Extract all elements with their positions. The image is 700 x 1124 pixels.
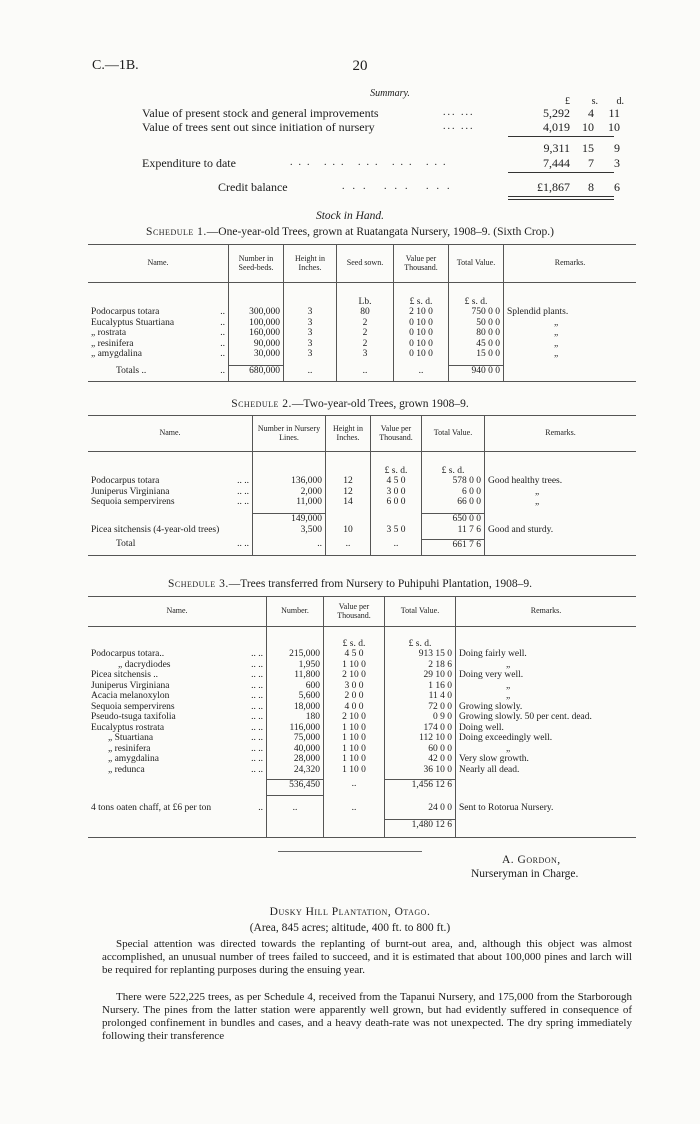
totals-row: Total .. .. .. .. .. 661 7 6	[88, 539, 636, 555]
schedule3-caption: Schedule 3.—Trees transferred from Nursery to Puhipuhi Plantation, 1908–9.	[167, 578, 533, 590]
signature-name: A. Gordon,	[502, 854, 561, 866]
col-header: Name.	[88, 416, 253, 452]
table-row: „ resinifera .. .. 40,000 1 10 0 60 0 0 „	[88, 744, 636, 755]
summary-amount: 5,292 4 11	[543, 106, 620, 120]
divider	[278, 851, 422, 852]
unit-label: Lb.	[337, 297, 394, 308]
table-row: „ rostrata .. 160,000 3 2 0 10 0 80 0 0 „	[88, 328, 636, 339]
summary-leader: ... ...	[443, 107, 475, 118]
summary-leader: ... ...	[443, 121, 475, 132]
unit-label: £ s. d.	[449, 297, 504, 308]
col-header: Number.	[267, 597, 324, 627]
col-header: Remarks.	[504, 245, 637, 283]
unit-label: £ s. d.	[324, 639, 385, 650]
summary-amount: 4,019 10 10	[543, 120, 620, 134]
table-row: 4 tons oaten chaff, at £6 per ton .. .. .. 24 0 0 Sent to Rotorua Nursery.	[88, 803, 636, 814]
paragraph: Special attention was directed towards the replanting of burnt-out area, and, although this object was almost accomplished, an unusual number of trees failed to succeed, and it is estimated that about 100,000 pines and larch will be required for replanting purposes during the ensuing year.	[102, 938, 632, 976]
col-header: Value per Thousand.	[394, 245, 449, 283]
table-row: „ redunca .. .. 24,320 1 10 0 36 10 0 Nearly all dead.	[88, 765, 636, 776]
table-row: Pseudo-tsuga taxifolia .. .. 180 2 10 0 0 9 0 Growing slowly. 50 per cent. dead.	[88, 712, 636, 723]
col-header: Value per Thousand.	[324, 597, 385, 627]
unit-label: £ s. d.	[371, 466, 422, 477]
col-header: Value per Thousand.	[371, 416, 422, 452]
section-subtitle: (Area, 845 acres; altitude, 400 ft. to 800 ft.)	[249, 922, 451, 934]
summary-label: Credit balance	[218, 180, 288, 194]
table-row: „ amygdalina .. 30,000 3 3 0 10 0 15 0 0 „	[88, 349, 636, 360]
summary-label: Value of trees sent out since initiation of nursery	[142, 120, 375, 134]
table-row: Sequoia sempervirens .. .. 18,000 4 0 0 72 0 0 Growing slowly.	[88, 702, 636, 713]
col-header: Name.	[88, 245, 229, 283]
grand-total-row: 1,480 12 6	[88, 820, 636, 838]
table-row: Acacia melanoxylon .. .. 5,600 2 0 0 11 4 0 „	[88, 691, 636, 702]
table-row: Podocarpus totara .. 300,000 3 80 2 10 0 750 0 0 Splendid plants.	[88, 307, 636, 318]
table-row: Picea sitchensis (4-year-old trees) 3,500 10 3 5 0 11 7 6 Good and sturdy.	[88, 525, 636, 536]
table-row: „ amygdalina .. .. 28,000 1 10 0 42 0 0 Very slow growth.	[88, 754, 636, 765]
summary-title: Summary.	[370, 88, 410, 99]
table-row: Podocarpus totara.. .. .. 215,000 4 5 0 913 15 0 Doing fairly well.	[88, 649, 636, 660]
summary-leader: ... ... ... ... ...	[290, 157, 452, 168]
summary-label: Value of present stock and general improvements	[142, 106, 379, 120]
section-title: Dusky Hill Plantation, Otago.	[269, 906, 431, 918]
summary-label: Expenditure to date	[142, 156, 236, 170]
col-header: Height in Inches.	[284, 245, 337, 283]
schedule1-caption: Schedule 1.—One-year-old Trees, grown at Ruatangata Nursery, 1908–9. (Sixth Crop.)	[146, 226, 554, 238]
col-header: Number in Seed-beds.	[229, 245, 284, 283]
table-row: „ Stuartiana .. .. 75,000 1 10 0 112 10 0 Doing exceedingly well.	[88, 733, 636, 744]
summary-amount: 7,444 7 3	[543, 156, 620, 170]
subtotal-row: 149,000 650 0 0	[88, 514, 636, 525]
stock-in-hand-heading: Stock in Hand.	[315, 210, 385, 222]
summary-leader: ... ... ...	[342, 181, 458, 192]
table-row: Picea sitchensis .. .. .. 11,800 2 10 0 29 10 0 Doing very well.	[88, 670, 636, 681]
summary-amount: 9,311 15 9	[543, 141, 620, 155]
document-reference: C.—1B.	[92, 58, 139, 73]
table-row: Eucalyptus rostrata .. .. 116,000 1 10 0 174 0 0 Doing well.	[88, 723, 636, 734]
summary-rule	[508, 199, 614, 200]
totals-row: Totals .. .. 680,000 .. .. .. 940 0 0	[88, 366, 636, 382]
summary-rule	[508, 136, 614, 137]
table-row: „ dacrydiodes .. .. 1,950 1 10 0 2 18 6 „	[88, 660, 636, 671]
col-header: Total Value.	[449, 245, 504, 283]
signature-title: Nurseryman in Charge.	[471, 868, 579, 880]
table-row: Podocarpus totara .. .. 136,000 12 4 5 0 578 0 0 Good healthy trees.	[88, 476, 636, 487]
table-row: „ resinifera .. 90,000 3 2 0 10 0 45 0 0 „	[88, 339, 636, 350]
summary-currency-header: £ s. d.	[565, 96, 624, 107]
schedule3-table	[88, 596, 636, 838]
table-row: Juniperus Virginiana .. .. 2,000 12 3 0 0 6 0 0 „	[88, 487, 636, 498]
unit-label: £ s. d.	[385, 639, 456, 650]
paragraph: There were 522,225 trees, as per Schedule 4, received from the Tapanui Nursery, and 175,000 from the Starborough Nursery. The pines from the latter station were apparently well grown, but had evidently suffered in consequence of prolonged confinement in bundles and cases, and a heavy death-rate was not unexpected. The dry spring immediately following their transference	[102, 991, 632, 1042]
unit-label: £ s. d.	[394, 297, 449, 308]
col-header: Seed sown.	[337, 245, 394, 283]
col-header: Number in Nursery Lines.	[253, 416, 326, 452]
col-header: Total Value.	[385, 597, 456, 627]
summary-rule	[508, 196, 614, 197]
col-header: Total Value.	[422, 416, 485, 452]
table-row: Juniperus Virginiana .. .. 600 3 0 0 1 16 0 „	[88, 681, 636, 692]
unit-label: £ s. d.	[422, 466, 485, 477]
schedule2-caption: Schedule 2.—Two-year-old Trees, grown 1908–9.	[231, 398, 469, 410]
schedule1-table	[88, 244, 636, 382]
col-header: Height in Inches.	[326, 416, 371, 452]
page-number: 20	[352, 58, 368, 74]
col-header: Remarks.	[456, 597, 637, 627]
subtotal-row: 536,450 .. 1,456 12 6	[88, 779, 636, 795]
summary-credit-balance: £1,867 8 6	[537, 180, 620, 194]
col-header: Remarks.	[485, 416, 637, 452]
col-header: Name.	[88, 597, 267, 627]
summary-rule	[508, 172, 614, 173]
table-row: Sequoia sempervirens .. .. 11,000 14 6 0 0 66 0 0 „	[88, 497, 636, 508]
table-row: Eucalyptus Stuartiana .. 100,000 3 2 0 10 0 50 0 0 „	[88, 318, 636, 329]
schedule2-table	[88, 415, 636, 556]
